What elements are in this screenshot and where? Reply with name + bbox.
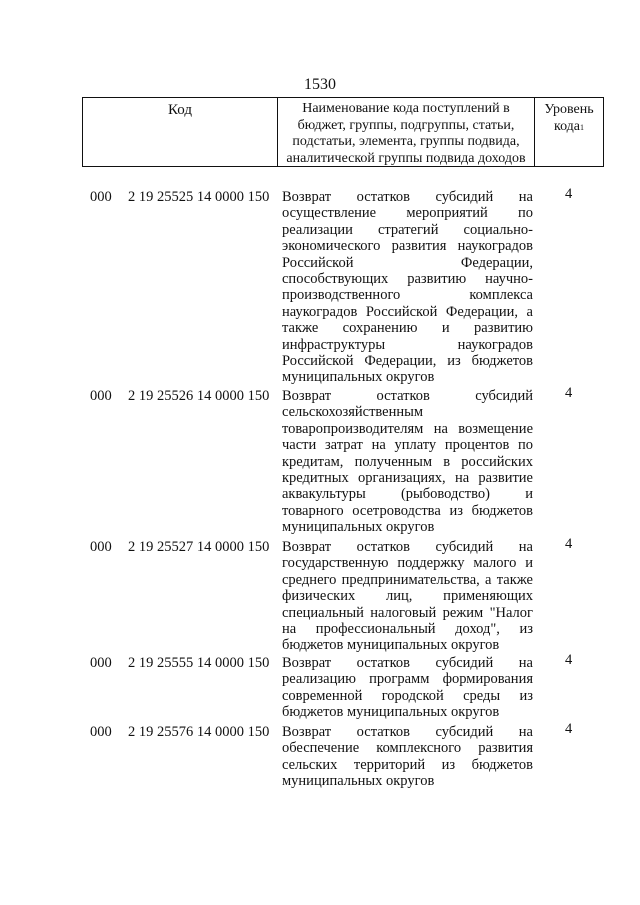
income-code: 2 19 25576 14 0000 150 — [128, 724, 270, 740]
table-header — [82, 97, 604, 167]
description-line: части затрат на уплату процентов по — [282, 437, 533, 454]
header-name-cell — [278, 98, 535, 166]
header-name-line: аналитической группы подвида доходов — [286, 150, 526, 166]
description-line: современной городской среды из — [282, 687, 533, 704]
description-line: реализации стратегий социально- — [282, 221, 533, 238]
description-line: Российской Федерации, — [282, 254, 533, 271]
income-code: 2 19 25555 14 0000 150 — [128, 655, 270, 671]
income-description — [282, 724, 533, 790]
header-name-line: бюджет, группы, подгруппы, статьи, — [297, 117, 515, 133]
header-code-label: Код — [168, 102, 192, 118]
header-code-cell — [83, 98, 278, 166]
description-line: способствующих развитию научно- — [282, 270, 533, 287]
description-line: бюджетов муниципальных округов — [282, 637, 500, 654]
description-line: Возврат остатков субсидий на — [282, 724, 533, 740]
description-line: кредитам, полученным в российских — [282, 453, 533, 470]
header-level-line — [535, 118, 603, 135]
admin-code: 000 — [90, 655, 112, 671]
description-line: муниципальных округов — [282, 773, 435, 790]
description-line: наукоградов Российской Федерации, а — [282, 303, 533, 320]
description-line: экономического развития наукоградов — [282, 238, 533, 255]
header-level-cell — [535, 98, 603, 166]
description-line: сельских территорий из бюджетов — [282, 756, 533, 773]
description-line: физических лиц, применяющих — [282, 588, 533, 605]
header-level-word: кода — [553, 119, 581, 134]
description-line: муниципальных округов — [282, 369, 435, 386]
description-line: сельскохозяйственным — [282, 404, 424, 421]
description-line: на профессиональный доход", из — [282, 620, 533, 637]
description-line: среднего предпринимательства, а также — [282, 571, 533, 588]
income-code: 2 19 25525 14 0000 150 — [128, 189, 270, 205]
header-name-line: подстатьи, элемента, группы подвида, — [292, 134, 520, 149]
page-number: 1530 — [304, 76, 336, 93]
description-line: государственную поддержку малого и — [282, 555, 533, 572]
admin-code: 000 — [90, 388, 112, 404]
income-description — [282, 189, 533, 386]
description-line: товаропроизводителям на возмещение — [282, 420, 533, 437]
description-line: товарного осетроводства из бюджетов — [282, 502, 533, 519]
description-line: бюджетов муниципальных округов — [282, 704, 500, 721]
description-line: обеспечение комплексного развития — [282, 740, 533, 757]
description-line: Возврат остатков субсидий на — [282, 655, 533, 671]
code-level: 4 — [565, 536, 573, 552]
description-line: муниципальных округов — [282, 519, 435, 536]
description-line: кредитных организациях, на развитие — [282, 469, 533, 486]
description-line: Возврат остатков субсидий на — [282, 189, 533, 205]
code-level: 4 — [565, 186, 573, 202]
income-code: 2 19 25526 14 0000 150 — [128, 388, 270, 404]
header-name-line: Наименование кода поступлений в — [302, 101, 510, 116]
description-line: Возврат остатков субсидий — [282, 388, 533, 404]
description-line: реализацию программ формирования — [282, 671, 533, 688]
code-level: 4 — [565, 385, 573, 401]
code-level: 4 — [565, 652, 573, 668]
description-line: инфраструктуры наукоградов — [282, 336, 533, 353]
description-line: специальный налоговый режим "Налог — [282, 604, 533, 621]
description-line: аквакультуры (рыбоводство) и — [282, 486, 533, 503]
income-description — [282, 388, 533, 536]
income-description — [282, 539, 533, 654]
admin-code: 000 — [90, 724, 112, 740]
description-line: Возврат остатков субсидий на — [282, 539, 533, 555]
description-line: осуществление мероприятий по — [282, 205, 533, 222]
income-code: 2 19 25527 14 0000 150 — [128, 539, 270, 555]
header-level-line: Уровень — [544, 102, 594, 117]
description-line: также сохранению и развитию — [282, 320, 533, 337]
admin-code: 000 — [90, 539, 112, 555]
description-line: производственного комплекса — [282, 287, 533, 304]
footnote-marker: 1 — [580, 123, 585, 132]
admin-code: 000 — [90, 189, 112, 205]
description-line: Российской Федерации, из бюджетов — [282, 352, 533, 369]
code-level: 4 — [565, 721, 573, 737]
income-description — [282, 655, 533, 721]
